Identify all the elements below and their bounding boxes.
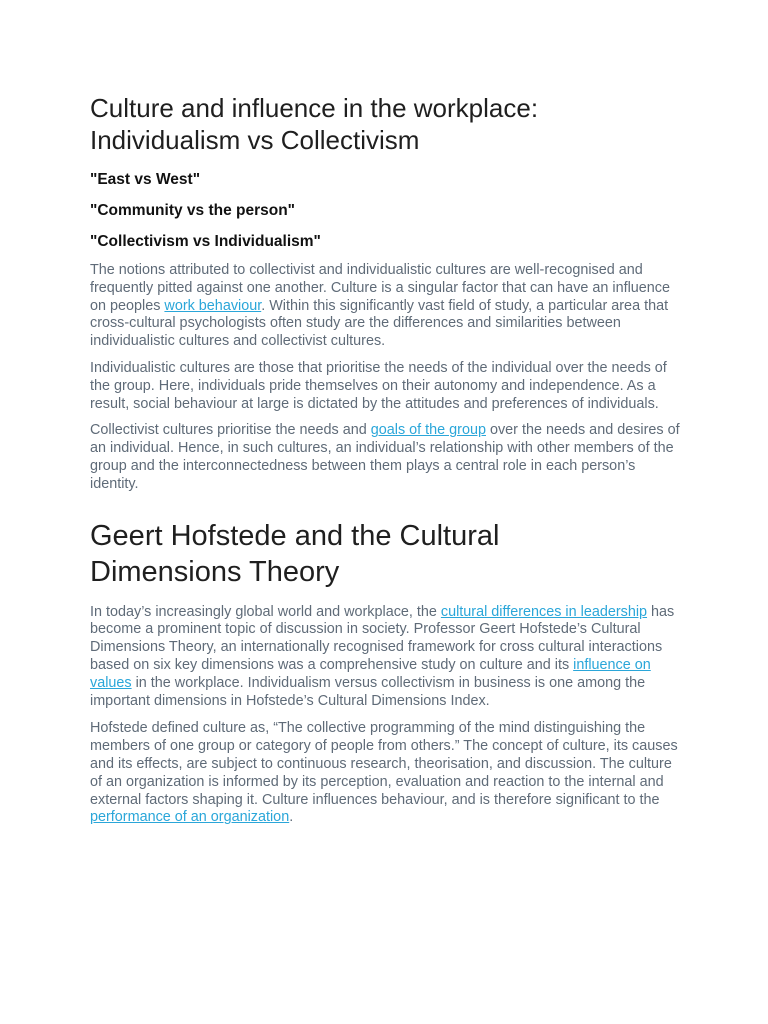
goals-of-the-group-link[interactable]: goals of the group — [370, 422, 486, 439]
paragraph-definition-text-b: . — [289, 809, 294, 826]
paragraph-intro — [90, 262, 682, 351]
paragraph-global-text-a: In today’s increasingly global world and workplace, the — [90, 603, 441, 620]
paragraph-intro-text-b: . Within this significantly vast field of study, a particular area that cross-cultural psychologists often study are the differences and similarities between individualistic cultures and collectivist cultures. — [90, 297, 669, 350]
paragraph-collectivist — [90, 422, 682, 493]
page-title-line-1: Culture and influence in the workplace: — [90, 93, 539, 123]
page-title-line-2: Individualism vs Collectivism — [90, 125, 420, 155]
page-title — [90, 92, 682, 156]
paragraph-global-workplace — [90, 604, 682, 711]
paragraph-collectivist-text-a: Collectivist cultures prioritise the needs and — [90, 422, 371, 439]
section-heading-line-1: Geert Hofstede and the Cultural — [90, 519, 500, 552]
paragraph-individualistic: Individualistic cultures are those that prioritise the needs of the individual over the needs of the group. Here, individuals pride themselves on their autonomy and independence. As a result, social behaviour at large is dictated by the attitudes and preferences of individuals. — [90, 359, 667, 412]
section-heading-line-2: Dimensions Theory — [90, 555, 340, 588]
quote-east-vs-west: "East vs West" — [90, 171, 201, 188]
document-page — [90, 92, 682, 827]
paragraph-global-text-c: in the workplace. Individualism versus collectivism in business is one among the important dimensions in Hofstede’s Cultural Dimensions Index. — [90, 674, 646, 709]
paragraph-collectivist-text-b: over the needs and desires of an individual. Hence, in such cultures, an individual’s relationship with other members of the group and the interconnectedness between them plays a central role in each person’s identity. — [90, 422, 680, 492]
section-heading-hofstede — [90, 518, 682, 590]
performance-of-organization-link[interactable]: performance of an organization — [90, 809, 290, 826]
paragraph-global-text-b: has become a prominent topic of discussion in society. Professor Geert Hofstede’s Cultural Dimensions Theory, an internationally recognised framework for cross cultural interactions based on six key dimensions was a comprehensive study on culture and its — [90, 603, 675, 673]
paragraph-intro-text-a: The notions attributed to collectivist and individualistic cultures are well-recognised and frequently pitted against one another. Culture is a singular factor that can have an influence on peoples — [90, 262, 670, 314]
quote-collectivism-vs-individualism: "Collectivism vs Individualism" — [90, 233, 321, 250]
paragraph-definition-text-a: Hofstede defined culture as, “The collective programming of the mind distinguishing the members of one group or category of people from others.” The concept of culture, its causes and its effects, are subject to continuous research, theorisation, and discussion. The culture of an organization is informed by its perception, evaluation and reaction to the internal and external factors shaping it. Culture influences behaviour, and is therefore significant to the — [90, 720, 678, 808]
work-behaviour-link[interactable]: work behaviour — [164, 297, 262, 314]
influence-on-values-link[interactable]: influence on values — [90, 656, 651, 691]
cultural-differences-link[interactable]: cultural differences in leadership — [440, 603, 648, 620]
paragraph-hofstede-definition — [90, 720, 682, 827]
quote-community-vs-person: "Community vs the person" — [90, 202, 296, 219]
